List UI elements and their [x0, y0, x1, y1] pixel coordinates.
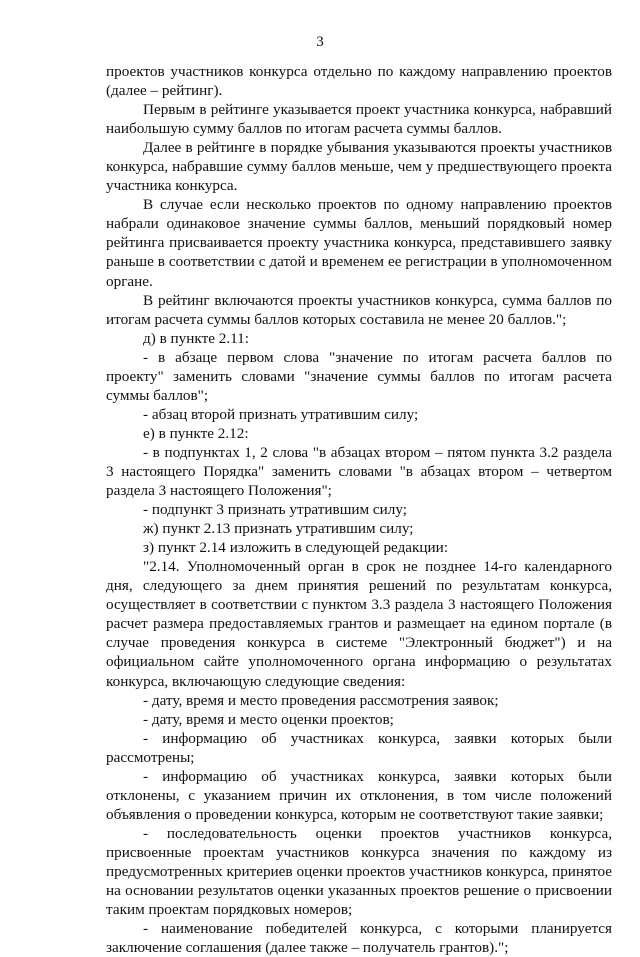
paragraph: - в подпунктах 1, 2 слова "в абзацах втором – пятом пункта 3.2 раздела 3 настоящего Порядка" заменить словами "в абзацах втором – четвертом раздела 3 настоящего Положения"; — [106, 443, 612, 500]
paragraph: ж) пункт 2.13 признать утратившим силу; — [143, 520, 414, 538]
document-body — [106, 62, 612, 957]
paragraph: Первым в рейтинге указывается проект участника конкурса, набравший наибольшую сумму баллов по итогам расчета суммы баллов. — [106, 101, 612, 138]
paragraph: проектов участников конкурса отдельно по каждому направлению проектов (далее – рейтинг). — [106, 63, 612, 100]
paragraph: - информацию об участниках конкурса, заявки которых были отклонены, с указанием причин их отклонения, в том числе положений объявления о проведении конкурса, которым не соответствуют такие заявки; — [106, 767, 612, 823]
paragraph: - информацию об участниках конкурса, заявки которых были рассмотрены; — [106, 729, 612, 766]
paragraph: е) в пункте 2.12: — [143, 424, 249, 442]
paragraph: Далее в рейтинге в порядке убывания указываются проекты участников конкурса, набравшие сумму баллов меньше, чем у предшествующего проекта участника конкурса. — [106, 139, 612, 195]
paragraph: - наименование победителей конкурса, с которыми планируется заключение соглашения (далее также – получатель грантов)."; — [106, 920, 612, 957]
paragraph: - подпункт 3 признать утратившим силу; — [143, 501, 407, 519]
paragraph: В рейтинг включаются проекты участников конкурса, сумма баллов по итогам расчета суммы баллов которых составила не менее 20 баллов."; — [106, 291, 612, 328]
paragraph: - дату, время и место оценки проектов; — [143, 710, 394, 728]
paragraph: - дату, время и место проведения рассмотрения заявок; — [143, 691, 499, 709]
paragraph: з) пункт 2.14 изложить в следующей редакции: — [143, 539, 449, 557]
paragraph: В случае если несколько проектов по одному направлению проектов набрали одинаковое значение суммы баллов, меньший порядковый номер рейтинга присваивается проекту участника конкурса, представившего заявку раньше в соответствии с датой и временем ее регистрации в уполномоченном органе. — [106, 196, 612, 290]
paragraph: д) в пункте 2.11: — [143, 329, 249, 347]
page-number: 3 — [316, 34, 324, 50]
paragraph: - в абзаце первом слова "значение по итогам расчета баллов по проекту" заменить словами "значение суммы баллов по итогам расчета суммы баллов"; — [106, 348, 612, 404]
paragraph: - последовательность оценки проектов участников конкурса, присвоенные проектам участников конкурса значения по каждому из предусмотренных критериев оценки проектов участников конкурса, принятое на основании результатов оценки указанных проектов решение о присвоении таким проектам порядковых номеров; — [106, 824, 612, 919]
paragraph: "2.14. Уполномоченный орган в срок не позднее 14-го календарного дня, следующего за днем принятия решений по результатам конкурса, осуществляет в соответствии с пунктом 3.3 раздела 3 настоящего Положения расчет размера предоставляемых грантов и размещает на едином портале (в случае проведения конкурса в системе "Электронный бюджет") и на официальном сайте уполномоченного органа информацию о результатах конкурса, включающую следующие сведения: — [106, 558, 612, 690]
paragraph: - абзац второй признать утратившим силу; — [143, 405, 419, 423]
